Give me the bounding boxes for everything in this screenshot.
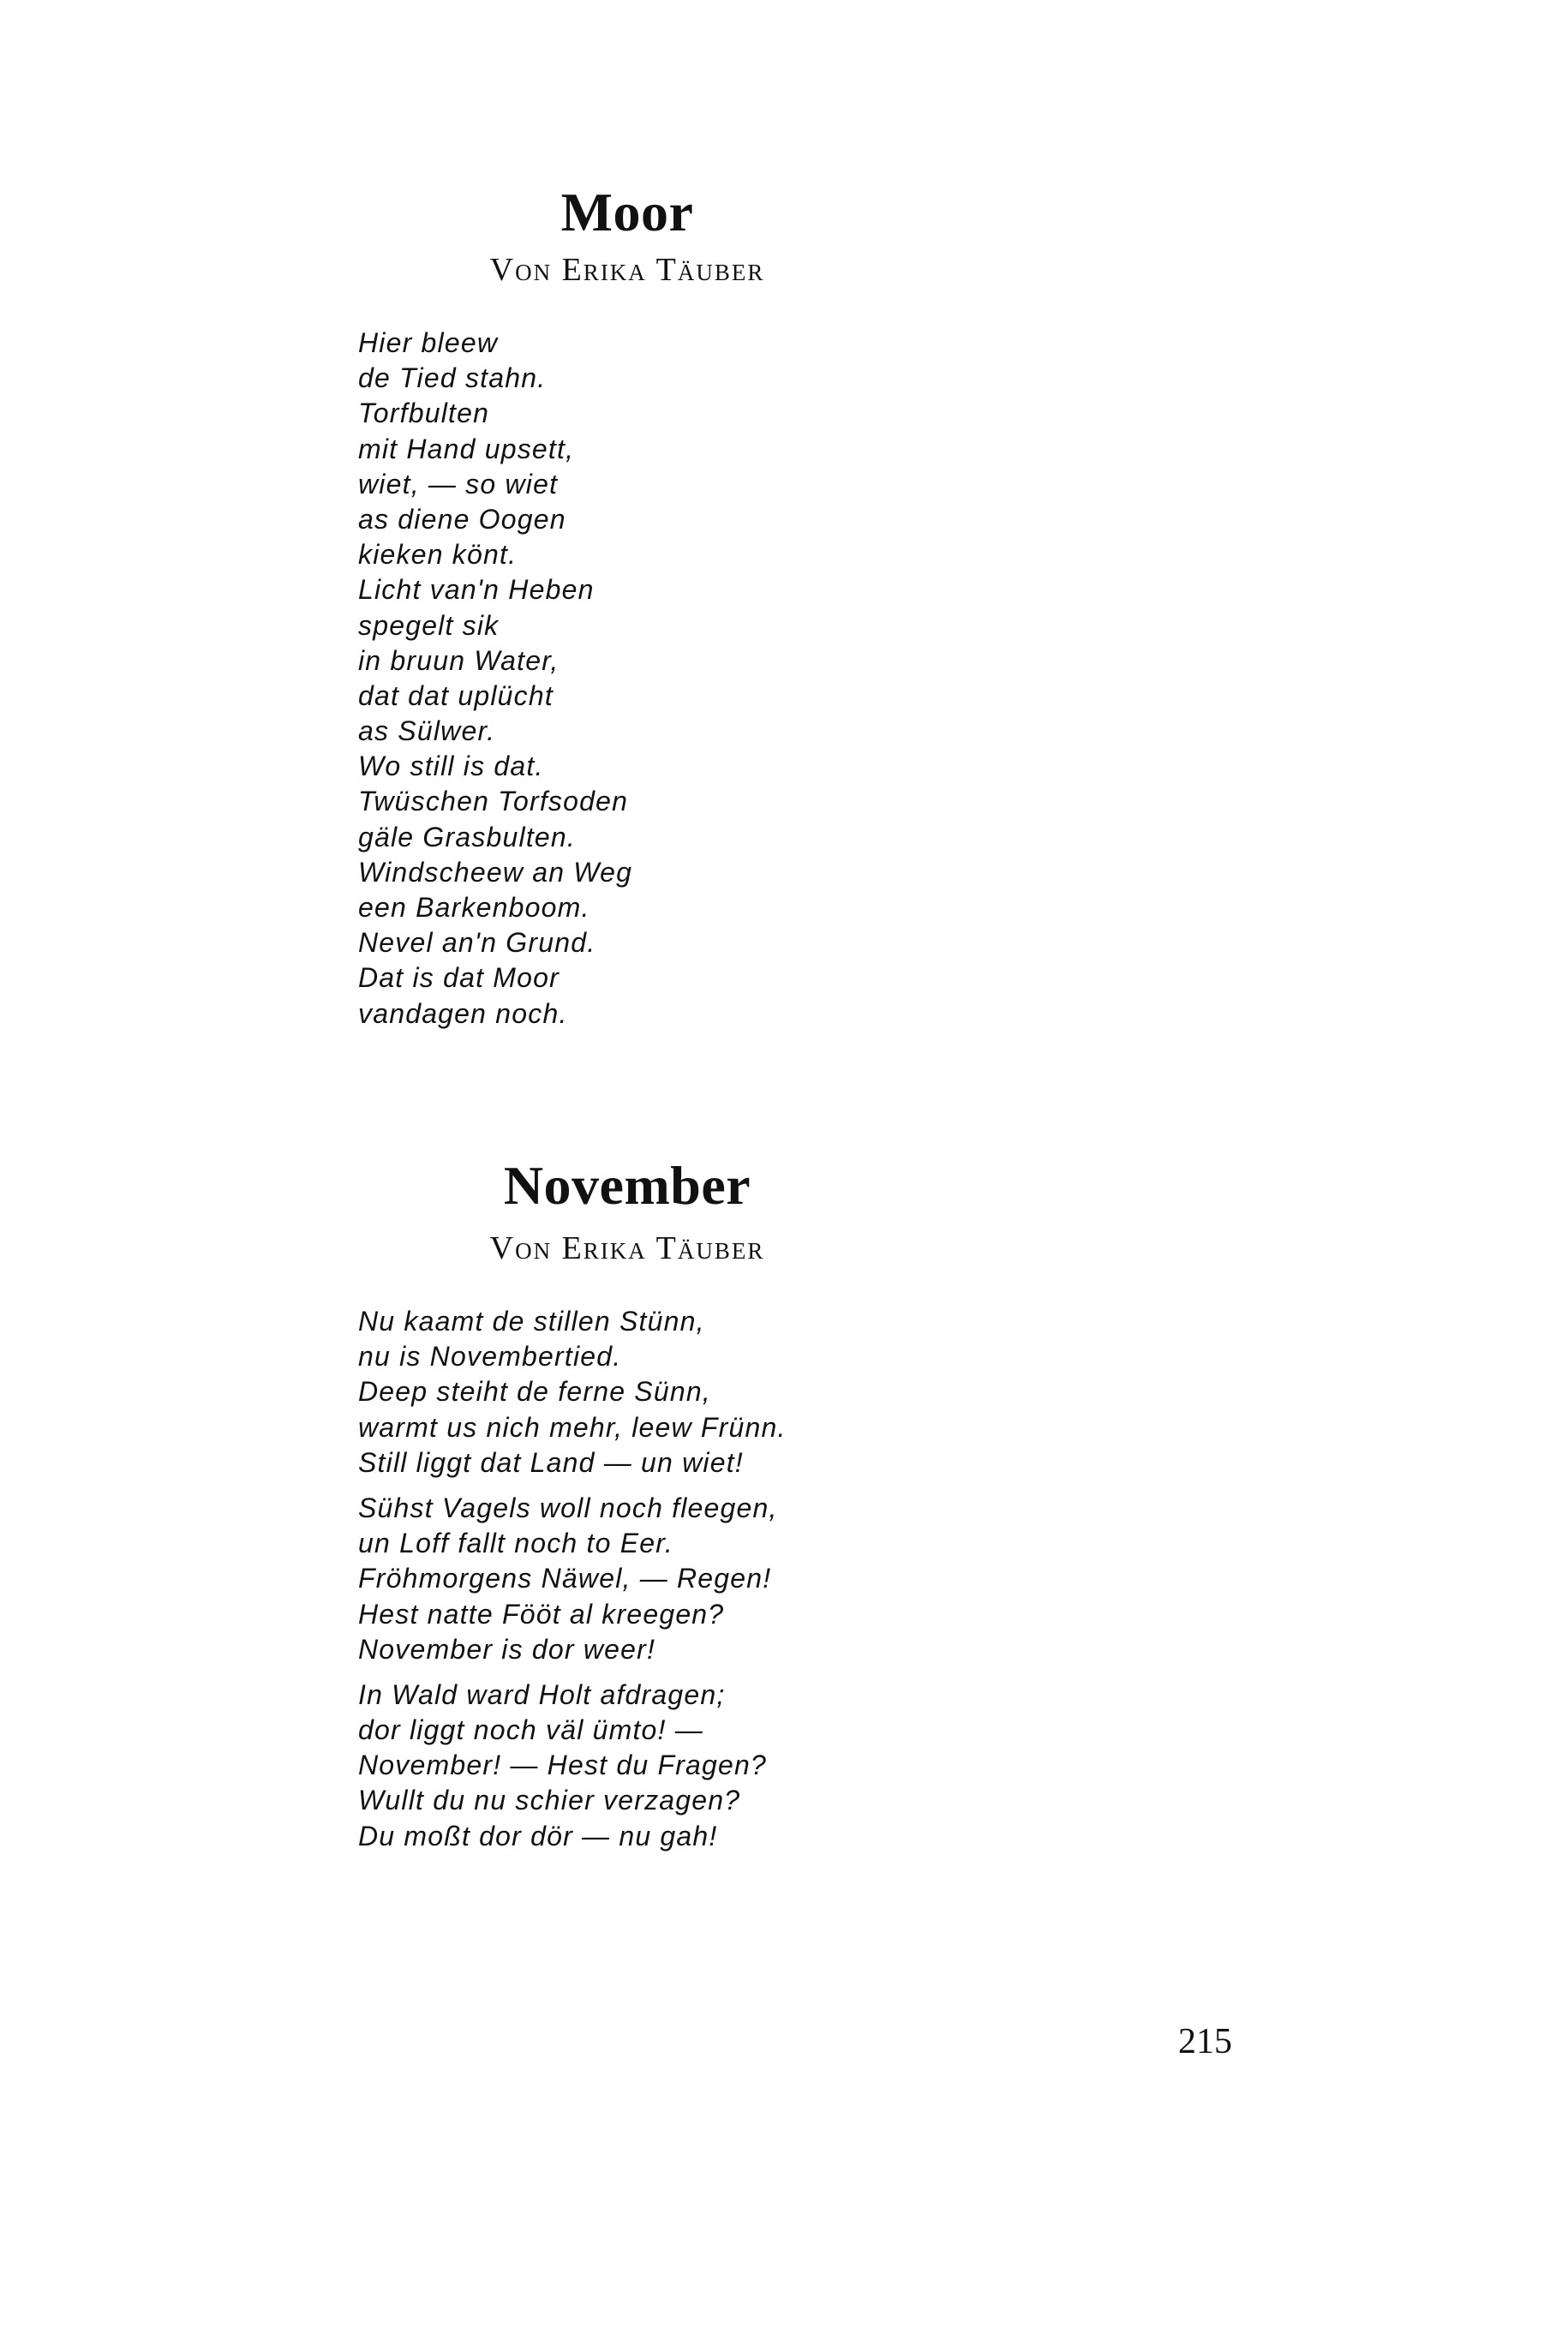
- verse-line: spegelt sik: [358, 609, 500, 641]
- poem-byline-moor: Von Erika Täuber: [489, 252, 765, 288]
- verse-line: Still liggt dat Land — un wiet!: [358, 1446, 744, 1478]
- verse-line: Licht van'n Heben: [358, 574, 595, 606]
- stanza: [358, 326, 632, 1032]
- poem-body-november: [358, 1304, 787, 1854]
- poem-byline-november: Von Erika Täuber: [489, 1230, 765, 1266]
- verse-line: Twüschen Torfsoden: [358, 786, 629, 817]
- verse-line: as diene Oogen: [358, 503, 566, 535]
- verse-line: warmt us nich mehr, leew Frünn.: [358, 1411, 787, 1443]
- verse-line: Dat is dat Moor: [358, 962, 560, 994]
- verse-line: as Sülwer.: [358, 715, 496, 747]
- verse-line: in bruun Water,: [358, 644, 560, 676]
- verse-line: kieken könt.: [358, 539, 518, 571]
- verse-line: November is dor weer!: [358, 1633, 656, 1665]
- verse-line: un Loff fallt noch to Eer.: [358, 1528, 673, 1559]
- verse-line: vandagen noch.: [358, 997, 568, 1029]
- verse-line: Windscheew an Weg: [358, 856, 633, 888]
- verse-line: November! — Hest du Fragen?: [358, 1750, 768, 1781]
- verse-line: Deep steiht de ferne Sünn,: [358, 1376, 711, 1408]
- verse-line: Wo still is dat.: [358, 751, 544, 782]
- verse-line: Hier bleew: [358, 327, 499, 358]
- verse-line: Nu kaamt de stillen Stünn,: [358, 1306, 705, 1337]
- page-number: 215: [1178, 2022, 1232, 2061]
- verse-line: de Tied stahn.: [358, 362, 547, 394]
- verse-line: Torfbulten: [358, 398, 490, 429]
- poem-body-moor: [358, 326, 632, 1032]
- verse-line: wiet, — so wiet: [358, 468, 559, 499]
- stanza: [358, 1491, 787, 1667]
- poem-title-november: November: [503, 1155, 751, 1216]
- verse-line: Sühst Vagels woll noch fleegen,: [358, 1492, 778, 1523]
- verse-line: Fröhmorgens Näwel, — Regen!: [358, 1563, 772, 1594]
- verse-line: Wullt du nu schier verzagen?: [358, 1785, 741, 1816]
- verse-line: In Wald ward Holt afdragen;: [358, 1678, 726, 1710]
- verse-line: dat dat uplücht: [358, 679, 554, 711]
- stanza: [358, 1678, 787, 1854]
- verse-line: Hest natte Fööt al kreegen?: [358, 1598, 725, 1630]
- stanza: [358, 1304, 787, 1481]
- verse-line: een Barkenboom.: [358, 892, 590, 923]
- verse-line: gäle Grasbulten.: [358, 821, 577, 852]
- verse-line: mit Hand upsett,: [358, 433, 575, 464]
- poem-title-moor: Moor: [560, 182, 694, 242]
- verse-line: Du moßt dor dör — nu gah!: [358, 1820, 718, 1851]
- verse-line: nu is Novembertied.: [358, 1341, 622, 1373]
- verse-line: dor liggt noch väl ümto! —: [358, 1714, 703, 1746]
- verse-line: Nevel an'n Grund.: [358, 927, 596, 959]
